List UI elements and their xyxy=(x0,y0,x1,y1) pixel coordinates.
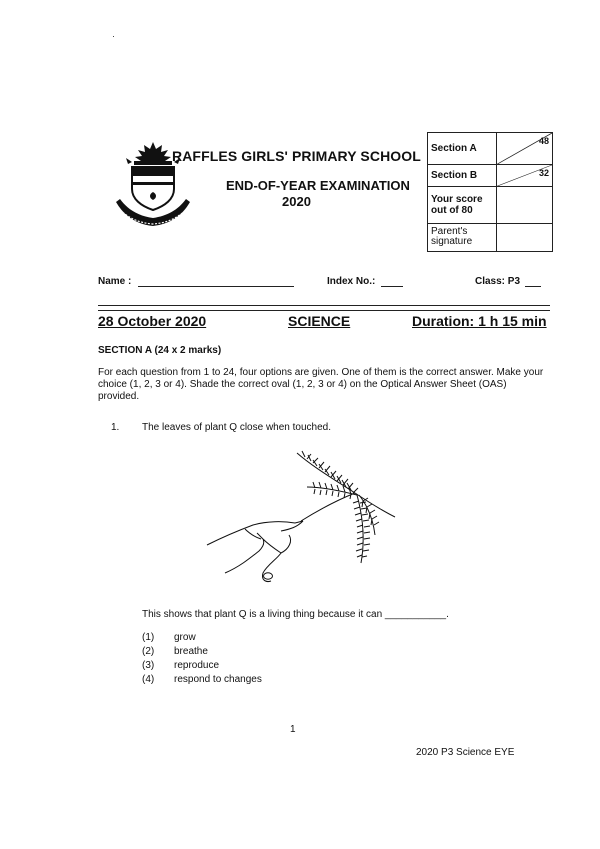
option-4[interactable] xyxy=(142,674,262,685)
question-number: 1. xyxy=(111,422,120,433)
speck-mark xyxy=(113,36,114,37)
parent-signature-label: Parent's signature xyxy=(428,223,497,251)
your-score-cell xyxy=(497,187,553,223)
class-blank[interactable] xyxy=(525,277,541,287)
option-text: reproduce xyxy=(174,660,220,671)
exam-year: 2020 xyxy=(282,194,311,209)
question-text: The leaves of plant Q close when touched. xyxy=(142,422,332,433)
exam-date: 28 October 2020 xyxy=(98,313,207,329)
section-a-label: Section A xyxy=(428,133,497,165)
section-b-cell xyxy=(497,165,553,187)
section-instructions: For each question from 1 to 24, four options are given. One of them is the correct answer. Make your choice (1, 2, 3 or 4). Shade the correct oval (1, 2, 3 or 4) on the Optical Answer Sheet (OAS) provided. xyxy=(98,367,544,402)
option-number: (3) xyxy=(142,660,155,671)
option-1[interactable] xyxy=(142,632,196,643)
option-text: grow xyxy=(174,632,196,643)
document-code: 2020 P3 Science EYE xyxy=(416,747,515,758)
subject-name: SCIENCE xyxy=(288,313,351,329)
school-name: RAFFLES GIRLS' PRIMARY SCHOOL xyxy=(172,148,421,164)
option-text: breathe xyxy=(174,646,208,657)
option-3[interactable] xyxy=(142,660,219,671)
class-field xyxy=(475,276,541,287)
option-text: respond to changes xyxy=(174,674,262,685)
parent-signature-cell xyxy=(497,223,553,251)
exam-title: END-OF-YEAR EXAMINATION xyxy=(226,178,410,193)
question-stem: This shows that plant Q is a living thing because it can ___________. xyxy=(142,609,449,620)
option-number: (1) xyxy=(142,632,155,643)
page-number: 1 xyxy=(290,724,296,735)
index-field xyxy=(327,276,403,287)
section-b-marks: 32 xyxy=(538,168,549,179)
section-title: SECTION A (24 x 2 marks) xyxy=(98,345,222,356)
option-number: (2) xyxy=(142,646,155,657)
option-2[interactable] xyxy=(142,646,208,657)
divider xyxy=(98,310,550,311)
option-number: (4) xyxy=(142,674,155,685)
your-score-label: Your score out of 80 xyxy=(428,187,497,223)
section-a-marks: 48 xyxy=(538,136,549,146)
plant-touch-illustration xyxy=(205,445,400,590)
section-b-label: Section B xyxy=(428,165,497,187)
exam-duration: Duration: 1 h 15 min xyxy=(412,313,547,329)
section-a-cell xyxy=(497,133,553,165)
class-label: Class: P3 xyxy=(475,276,521,287)
index-blank[interactable] xyxy=(381,277,403,287)
name-field xyxy=(98,276,294,287)
index-label: Index No.: xyxy=(327,276,376,287)
name-blank[interactable] xyxy=(138,277,294,287)
score-table xyxy=(427,132,553,252)
name-label: Name : xyxy=(98,276,132,287)
divider xyxy=(98,305,550,306)
